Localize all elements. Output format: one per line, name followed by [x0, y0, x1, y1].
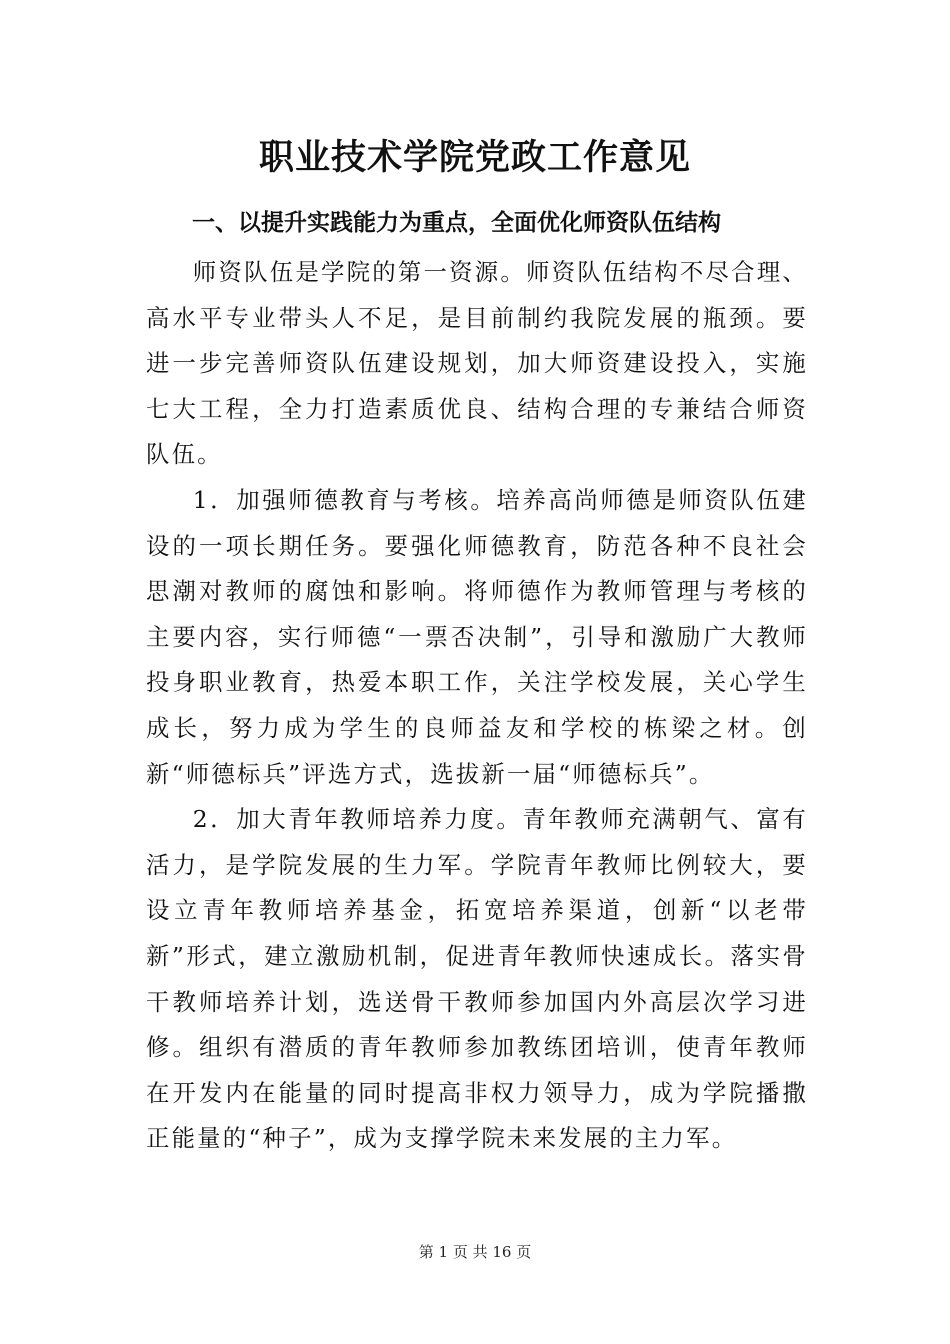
document-title: 职业技术学院党政工作意见 [258, 138, 691, 178]
document-body [146, 250, 808, 1162]
paragraph-intro: 师资队伍是学院的第一资源。师资队伍结构不尽合理、高水平专业带头人不足，是目前制约我院发展的瓶颈。要进一步完善师资队伍建设规划，加大师资建设投入，实施七大工程，全力打造素质优良、结构合理的专兼结合师资队伍。 [146, 258, 808, 469]
section-heading: 一、以提升实践能力为重点，全面优化师资队伍结构 [192, 210, 721, 236]
page-footer: 第 1 页 共 16 页 [418, 1243, 532, 1261]
paragraph-item-1: 1．加强师德教育与考核。培养高尚师德是师资队伍建设的一项长期任务。要强化师德教育，防范各种不良社会思潮对教师的腐蚀和影响。将师德作为教师管理与考核的主要内容，实行师德“一票否决制”，引导和激励广大教师投身职业教育，热爱本职工作，关注学校发展，关心学生成长，努力成为学生的良师益友和学校的栋梁之材。创新“师德标兵”评选方式，选拔新一届“师德标兵”。 [146, 485, 808, 788]
paragraph-item-2: 2．加大青年教师培养力度。青年教师充满朝气、富有活力，是学院发展的生力军。学院青年教师比例较大，要设立青年教师培养基金，拓宽培养渠道，创新“以老带新”形式，建立激励机制，促进青年教师快速成长。落实骨干教师培养计划，选送骨干教师参加国内外高层次学习进修。组织有潜质的青年教师参加教练团培训，使青年教师在开发内在能量的同时提高非权力领导力，成为学院播撒正能量的“种子”，成为支撑学院未来发展的主力军。 [146, 805, 808, 1153]
